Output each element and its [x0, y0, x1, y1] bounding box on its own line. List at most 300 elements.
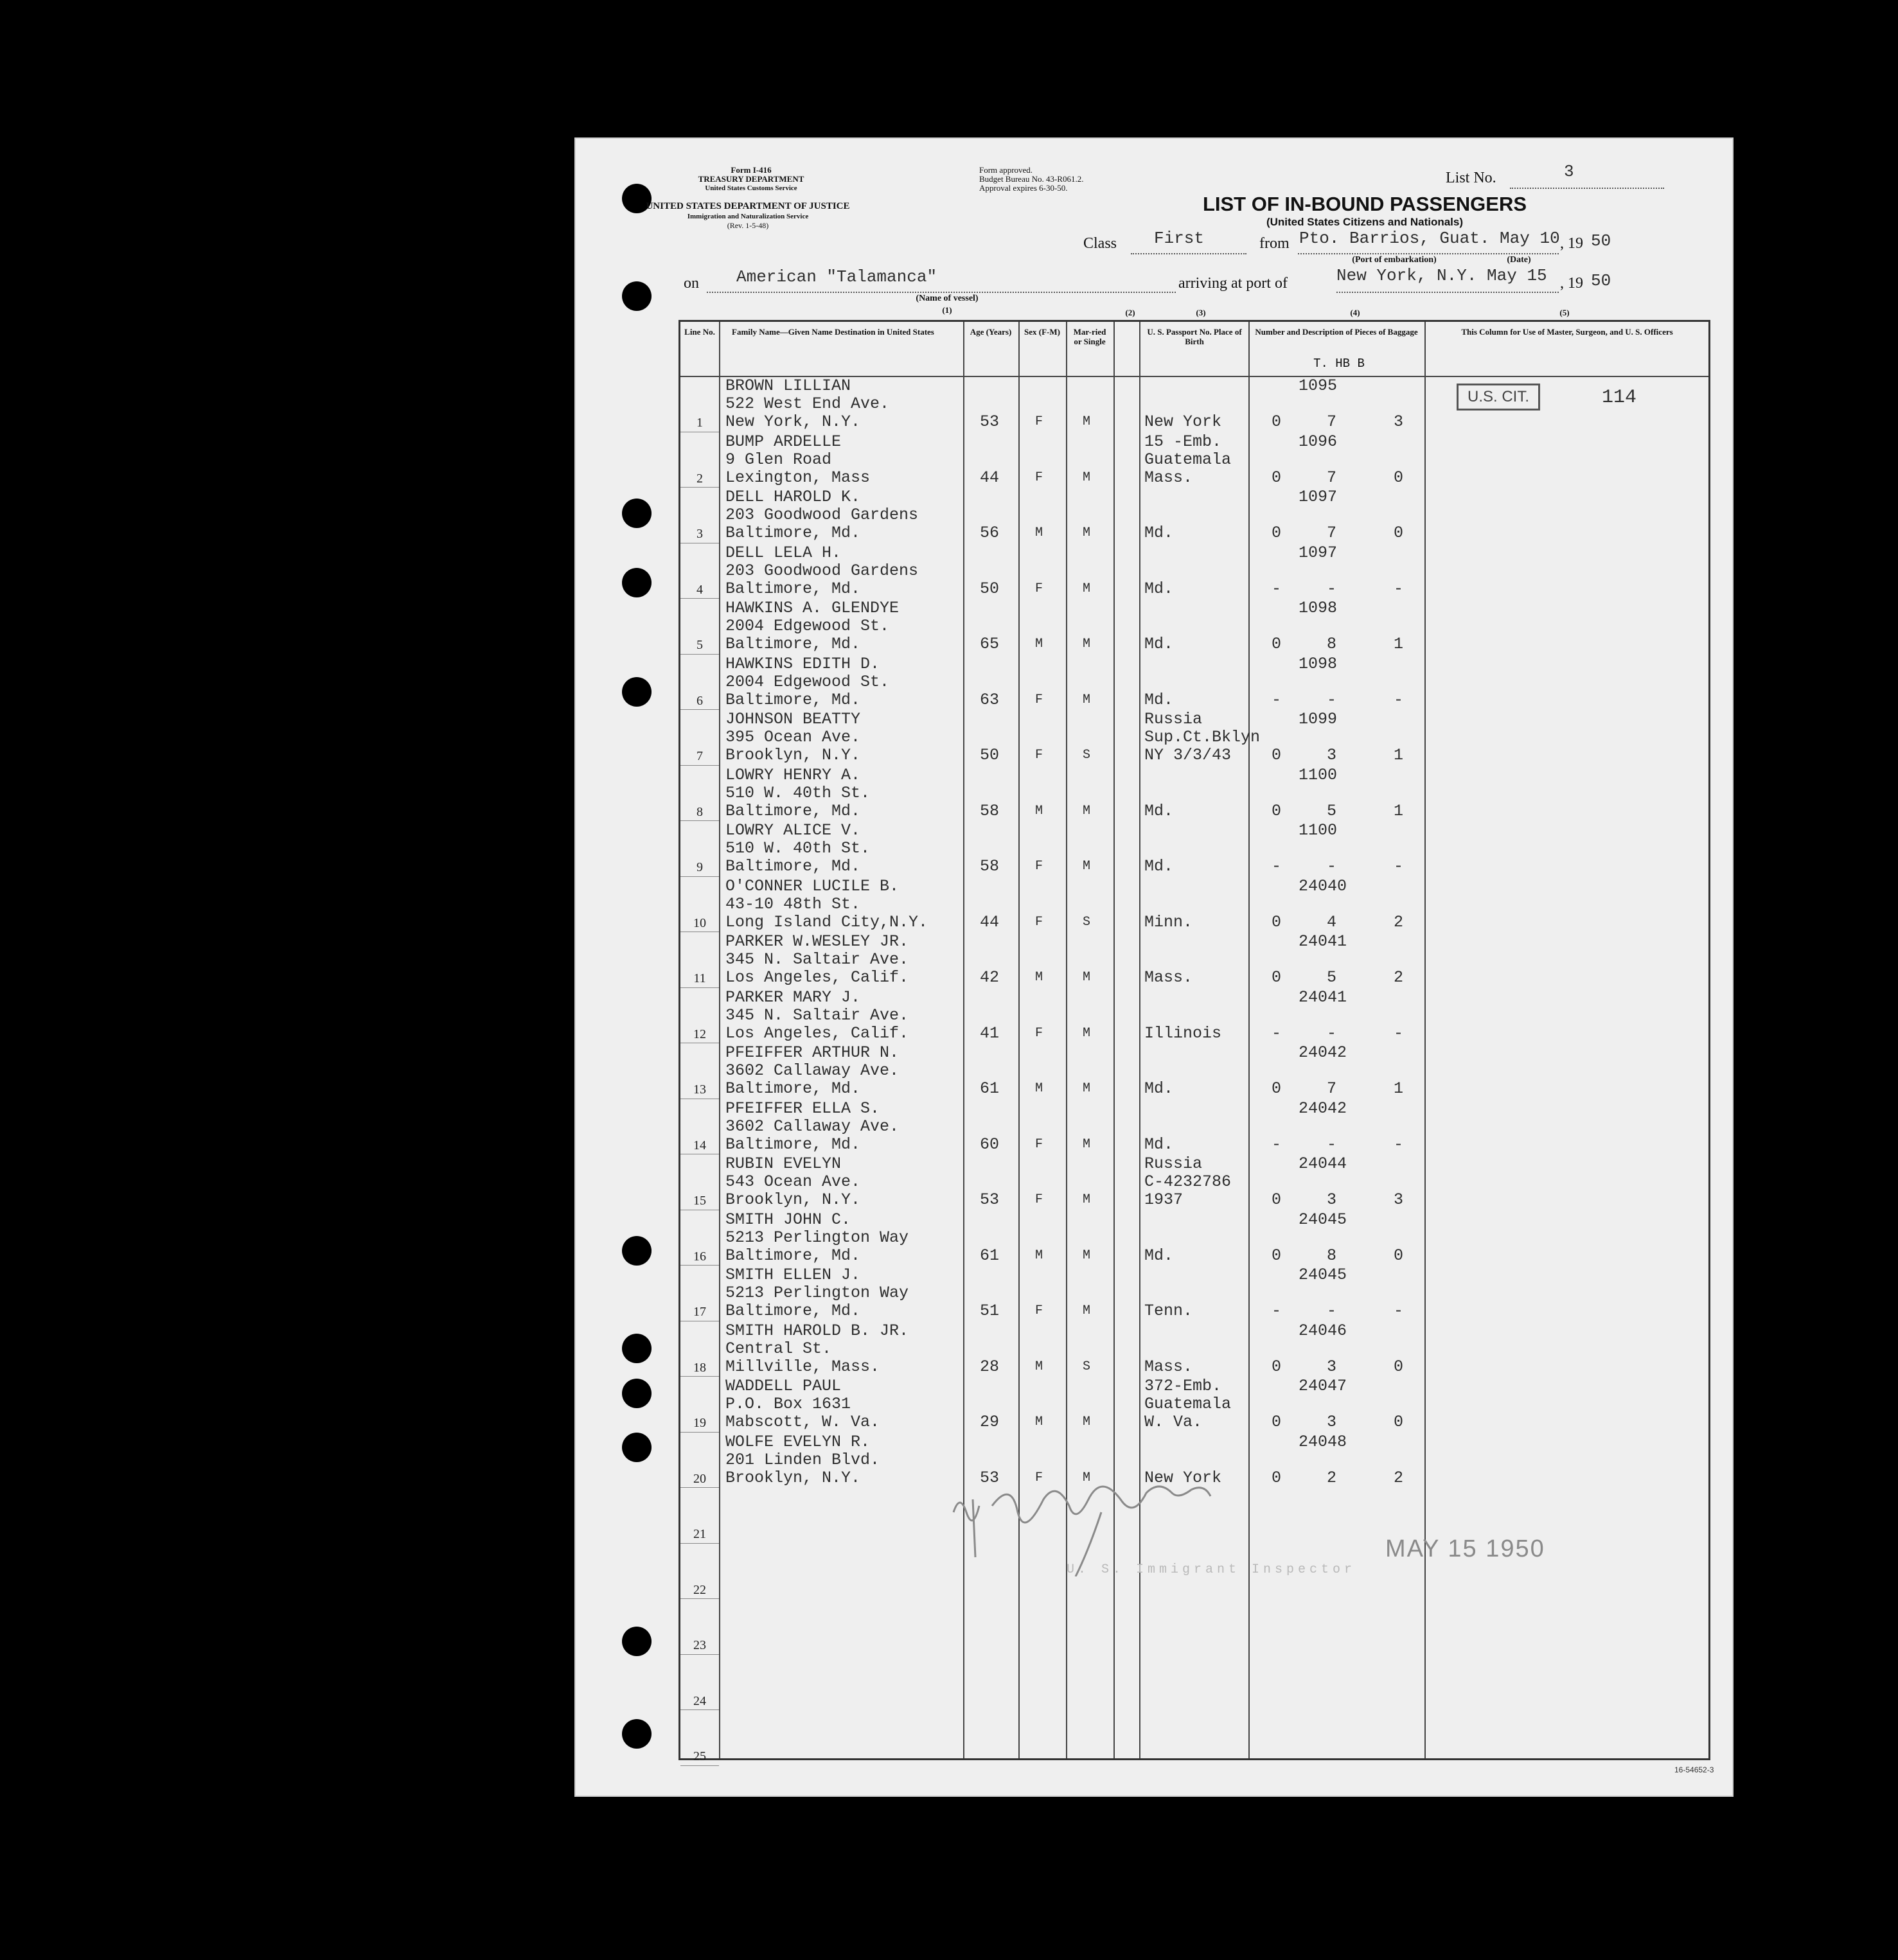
passenger-name: SMITH HAROLD B. JR.	[725, 1321, 909, 1340]
baggage-number: 1098	[1299, 599, 1338, 617]
baggage-trunks: 0	[1272, 524, 1282, 542]
passenger-marital-status: M	[1083, 1470, 1091, 1485]
baggage-handbags: -	[1327, 857, 1337, 876]
passenger-name: BUMP ARDELLE	[725, 432, 842, 451]
passenger-age: 58	[980, 801, 1000, 820]
col-header-line: Line No.	[684, 327, 715, 337]
row-divider	[680, 931, 719, 932]
inspector-signature	[934, 1474, 1384, 1576]
passport-line-2: Sup.Ct.Bklyn	[1144, 728, 1261, 746]
baggage-bags: 2	[1394, 912, 1404, 931]
passenger-name: WOLFE EVELYN R.	[725, 1432, 871, 1451]
col-header-age: Age (Years)	[970, 327, 1012, 337]
binder-hole	[622, 499, 652, 528]
passenger-name: PARKER MARY J.	[725, 987, 861, 1007]
passenger-marital-status: M	[1083, 470, 1091, 485]
passport-line-1: 15 -Emb.	[1144, 432, 1222, 451]
baggage-number: 24041	[1299, 987, 1347, 1007]
from-year: 50	[1591, 231, 1611, 251]
passenger-marital-status: S	[1083, 914, 1091, 930]
place-of-birth: Md.	[1144, 579, 1174, 598]
col-header-baggage: Number and Description of Pieces of Baggage	[1255, 327, 1418, 337]
baggage-handbags: -	[1327, 1135, 1337, 1154]
row-divider	[680, 1543, 719, 1544]
passenger-address: 43-10 48th St.	[725, 894, 861, 914]
vessel-name: American "Talamanca"	[736, 267, 937, 287]
passport-line-1: Russia	[1144, 1154, 1203, 1173]
col-header-officers: This Column for Use of Master, Surgeon, and U. S. Officers	[1461, 327, 1673, 337]
baggage-handbags: -	[1327, 579, 1337, 598]
passenger-city: Baltimore, Md.	[725, 801, 861, 820]
passenger-city: Baltimore, Md.	[725, 579, 861, 598]
row-divider	[680, 987, 719, 988]
arrival-year-prefix: , 19	[1560, 275, 1583, 292]
line-number: 10	[693, 915, 706, 930]
passenger-sex: F	[1035, 470, 1043, 485]
passenger-marital-status: M	[1083, 581, 1091, 596]
passenger-age: 53	[980, 412, 1000, 431]
passenger-address: 9 Glen Road	[725, 450, 832, 469]
passenger-address: 3602 Callaway Ave.	[725, 1117, 900, 1136]
passenger-marital-status: M	[1083, 1025, 1091, 1041]
binder-hole	[622, 1379, 652, 1408]
line-number: 1	[696, 416, 703, 430]
passenger-name: PFEIFFER ARTHUR N.	[725, 1043, 900, 1062]
baggage-handbags: 3	[1327, 1413, 1337, 1431]
passenger-sex: M	[1035, 637, 1043, 651]
passenger-sex: M	[1035, 525, 1043, 540]
baggage-trunks: -	[1272, 579, 1282, 598]
baggage-trunks: 0	[1272, 1190, 1282, 1209]
passenger-address: 543 Ocean Ave.	[725, 1172, 861, 1191]
row-divider	[680, 876, 719, 877]
passenger-age: 51	[980, 1302, 1000, 1320]
baggage-number: 1099	[1299, 710, 1338, 728]
passenger-marital-status: M	[1083, 859, 1091, 874]
passenger-sex: F	[1035, 692, 1043, 707]
passenger-sex: F	[1035, 1470, 1043, 1485]
baggage-bags: 2	[1394, 968, 1404, 987]
row-divider	[680, 1487, 719, 1488]
passenger-sex: F	[1035, 414, 1043, 429]
passenger-name: LOWRY HENRY A.	[725, 765, 861, 784]
baggage-bags: 1	[1394, 801, 1404, 820]
line-number: 18	[693, 1360, 706, 1375]
baggage-bags: 1	[1394, 746, 1404, 764]
place-of-birth: Mass.	[1144, 968, 1193, 987]
line-number: 3	[696, 527, 703, 541]
on-label: on	[684, 275, 699, 292]
passenger-age: 44	[980, 912, 1000, 931]
line-number: 14	[693, 1138, 706, 1152]
line-number: 9	[696, 860, 703, 874]
place-of-birth: 1937	[1144, 1190, 1184, 1209]
passenger-marital-status: S	[1083, 748, 1091, 763]
passenger-age: 53	[980, 1190, 1000, 1209]
line-number: 23	[693, 1638, 706, 1652]
baggage-handbags: 8	[1327, 1246, 1337, 1265]
us-citizen-stamp: U.S. CIT.	[1457, 384, 1540, 411]
passenger-sex: F	[1035, 1025, 1043, 1041]
baggage-number: 1096	[1299, 432, 1338, 451]
passenger-sex: M	[1035, 1359, 1043, 1374]
passenger-age: 61	[980, 1246, 1000, 1265]
baggage-bags: 0	[1394, 1357, 1404, 1376]
row-divider	[680, 1654, 719, 1655]
line-number: 20	[693, 1471, 706, 1486]
passenger-age: 63	[980, 690, 1000, 709]
line-number: 11	[693, 971, 706, 985]
passenger-address: 203 Goodwood Gardens	[725, 506, 919, 524]
place-of-birth: Illinois	[1144, 1023, 1222, 1043]
passenger-marital-status: M	[1083, 692, 1091, 707]
passport-line-2: Guatemala	[1144, 450, 1232, 469]
baggage-handbags: 3	[1327, 746, 1337, 764]
passenger-address: 3602 Callaway Ave.	[725, 1061, 900, 1080]
passenger-city: Baltimore, Md.	[725, 1302, 861, 1320]
baggage-number: 24045	[1299, 1266, 1347, 1284]
passenger-marital-status: M	[1083, 1415, 1091, 1429]
passenger-sex: F	[1035, 859, 1043, 874]
baggage-trunks: -	[1272, 690, 1282, 709]
line-number: 15	[693, 1194, 706, 1208]
baggage-bags: -	[1394, 1023, 1404, 1043]
baggage-number: 1100	[1299, 765, 1338, 784]
baggage-bags: -	[1394, 690, 1404, 709]
column-number-2: (2)	[1125, 308, 1135, 317]
row-divider	[680, 1709, 719, 1710]
passenger-marital-status: S	[1083, 1359, 1091, 1374]
passenger-city: Brooklyn, N.Y.	[725, 1468, 861, 1487]
col-header-baggage-sub: T. HB B	[1313, 357, 1365, 371]
passenger-city: Brooklyn, N.Y.	[725, 1190, 861, 1209]
baggage-bags: 1	[1394, 1079, 1404, 1098]
baggage-trunks: -	[1272, 1302, 1282, 1320]
baggage-trunks: 0	[1272, 412, 1282, 431]
baggage-number: 1097	[1299, 488, 1338, 506]
place-of-birth: Mass.	[1144, 468, 1193, 487]
passenger-city: Mabscott, W. Va.	[725, 1413, 880, 1431]
binder-hole	[622, 1719, 652, 1749]
baggage-number: 1100	[1299, 821, 1338, 840]
passenger-marital-status: M	[1083, 525, 1091, 540]
date-caption: (Date)	[1507, 255, 1531, 265]
row-divider	[680, 1598, 719, 1599]
baggage-handbags: -	[1327, 1023, 1337, 1043]
passenger-name: DELL LELA H.	[725, 543, 842, 562]
passenger-name: SMITH ELLEN J.	[725, 1266, 861, 1284]
baggage-handbags: 5	[1327, 968, 1337, 987]
approval-line-2: Budget Bureau No. 43-R061.2.	[979, 174, 1084, 184]
page-title: LIST OF IN-BOUND PASSENGERS	[1202, 193, 1527, 215]
line-number: 16	[693, 1249, 706, 1264]
passenger-address: P.O. Box 1631	[725, 1395, 851, 1413]
line-number: 19	[693, 1416, 706, 1430]
line-number: 6	[696, 693, 703, 708]
passenger-name: BROWN LILLIAN	[725, 376, 851, 395]
baggage-number: 24045	[1299, 1210, 1347, 1229]
place-of-birth: Md.	[1144, 1135, 1174, 1154]
binder-hole	[622, 1236, 652, 1266]
passenger-age: 60	[980, 1135, 1000, 1154]
vessel-caption: (Name of vessel)	[916, 294, 979, 303]
passenger-sex: F	[1035, 1136, 1043, 1152]
passenger-sex: M	[1035, 803, 1043, 818]
department-of-justice: UNITED STATES DEPARTMENT OF JUSTICE	[646, 201, 850, 211]
baggage-trunks: 0	[1272, 1246, 1282, 1265]
from-year-prefix: , 19	[1560, 235, 1583, 252]
passenger-age: 41	[980, 1023, 1000, 1043]
passenger-address: 345 N. Saltair Ave.	[725, 1005, 909, 1025]
passenger-address: 201 Linden Blvd.	[725, 1450, 880, 1469]
baggage-number: 24042	[1299, 1099, 1347, 1118]
passenger-age: 61	[980, 1079, 1000, 1098]
baggage-handbags: 7	[1327, 468, 1337, 487]
list-no-label: List No.	[1446, 170, 1496, 186]
passenger-sex: F	[1035, 1303, 1043, 1318]
port-caption: (Port of embarkation)	[1352, 255, 1437, 265]
baggage-handbags: 5	[1327, 801, 1337, 820]
place-of-birth: Minn.	[1144, 912, 1193, 931]
baggage-trunks: 0	[1272, 912, 1282, 931]
place-of-birth: Md.	[1144, 1079, 1174, 1098]
passenger-address: 203 Goodwood Gardens	[725, 561, 919, 580]
passenger-age: 29	[980, 1413, 1000, 1431]
form-print-code: 16-54652-3	[1674, 1765, 1714, 1774]
passenger-name: SMITH JOHN C.	[725, 1210, 851, 1229]
arrival-year: 50	[1591, 271, 1611, 290]
passenger-marital-status: M	[1083, 803, 1091, 818]
passenger-age: 44	[980, 468, 1000, 487]
baggage-bags: 0	[1394, 468, 1404, 487]
passenger-name: PARKER W.WESLEY JR.	[725, 932, 909, 951]
passenger-name: HAWKINS A. GLENDYE	[725, 599, 900, 617]
baggage-trunks: 0	[1272, 968, 1282, 987]
passenger-name: DELL HAROLD K.	[725, 488, 861, 506]
baggage-bags: 2	[1394, 1468, 1404, 1487]
baggage-trunks: 0	[1272, 746, 1282, 764]
place-of-birth: Md.	[1144, 801, 1174, 820]
baggage-handbags: 3	[1327, 1190, 1337, 1209]
passenger-address: 5213 Perlington Way	[725, 1228, 909, 1247]
binder-hole	[622, 1433, 652, 1462]
passenger-age: 50	[980, 746, 1000, 764]
line-number: 22	[693, 1582, 706, 1597]
column-number-3: (3)	[1196, 308, 1206, 317]
line-number: 5	[696, 638, 703, 652]
baggage-trunks: 0	[1272, 1357, 1282, 1376]
baggage-bags: 3	[1394, 412, 1404, 431]
column-number-5: (5)	[1559, 308, 1570, 317]
approval-line-3: Approval expires 6-30-50.	[979, 183, 1068, 193]
binder-hole	[622, 281, 652, 311]
passenger-marital-status: M	[1083, 1303, 1091, 1318]
row-divider	[680, 1376, 719, 1377]
row-divider	[680, 598, 719, 599]
column-number-4: (4)	[1350, 308, 1360, 317]
passenger-address: 345 N. Saltair Ave.	[725, 950, 909, 969]
passenger-marital-status: M	[1083, 1248, 1091, 1263]
class-value: First	[1154, 229, 1205, 248]
passenger-name: WADDELL PAUL	[725, 1377, 842, 1395]
baggage-handbags: 4	[1327, 912, 1337, 931]
manifest-page	[574, 137, 1734, 1797]
passenger-age: 58	[980, 857, 1000, 876]
baggage-handbags: 7	[1327, 1079, 1337, 1098]
place-of-birth: Mass.	[1144, 1357, 1193, 1376]
revision: (Rev. 1-5-48)	[727, 221, 769, 230]
col-header-sex: Sex (F-M)	[1024, 327, 1060, 337]
baggage-bags: 0	[1394, 1246, 1404, 1265]
place-of-birth: Md.	[1144, 857, 1174, 876]
row-divider	[680, 487, 719, 488]
baggage-number: 24046	[1299, 1321, 1347, 1340]
baggage-handbags: -	[1327, 1302, 1337, 1320]
line-number: 25	[693, 1749, 706, 1763]
passenger-city: Baltimore, Md.	[725, 635, 861, 653]
arrival-date-stamp: MAY 15 1950	[1385, 1535, 1545, 1562]
row-divider	[680, 1765, 719, 1766]
passport-line-1: Russia	[1144, 710, 1203, 728]
baggage-handbags: 2	[1327, 1468, 1337, 1487]
passenger-marital-status: M	[1083, 970, 1091, 985]
arrival-port-and-date: New York, N.Y. May 15	[1336, 266, 1547, 285]
page-subtitle: (United States Citizens and Nationals)	[1266, 216, 1464, 228]
passenger-city: Los Angeles, Calif.	[725, 1023, 909, 1043]
passenger-city: Long Island City,N.Y.	[725, 912, 928, 931]
arriving-label: arriving at port of	[1178, 275, 1288, 292]
row-divider	[680, 709, 719, 710]
line-number: 4	[696, 582, 703, 597]
baggage-trunks: -	[1272, 857, 1282, 876]
place-of-birth: W. Va.	[1144, 1413, 1203, 1431]
passenger-marital-status: M	[1083, 1081, 1091, 1096]
passenger-sex: F	[1035, 581, 1043, 596]
place-of-birth: Md.	[1144, 524, 1174, 542]
col-header-name: Family Name—Given Name Destination in United States	[732, 327, 934, 337]
passenger-address: 510 W. 40th St.	[725, 783, 871, 802]
baggage-bags: -	[1394, 579, 1404, 598]
line-number: 7	[696, 749, 703, 763]
passenger-city: Los Angeles, Calif.	[725, 968, 909, 987]
binder-hole	[622, 568, 652, 597]
passenger-sex: M	[1035, 970, 1043, 985]
binder-hole	[622, 677, 652, 707]
customs-service: United States Customs Service	[705, 184, 797, 192]
baggage-trunks: -	[1272, 1135, 1282, 1154]
place-of-birth: Tenn.	[1144, 1302, 1193, 1320]
passport-line-2: Guatemala	[1144, 1395, 1232, 1413]
baggage-handbags: 3	[1327, 1357, 1337, 1376]
baggage-trunks: 0	[1272, 801, 1282, 820]
passenger-age: 42	[980, 968, 1000, 987]
baggage-handbags: 7	[1327, 412, 1337, 431]
treasury-department: TREASURY DEPARTMENT	[698, 174, 804, 184]
passenger-name: RUBIN EVELYN	[725, 1154, 842, 1173]
baggage-number: 1098	[1299, 654, 1338, 673]
binder-hole	[622, 1334, 652, 1363]
baggage-trunks: 0	[1272, 1413, 1282, 1431]
passenger-city: New York, N.Y.	[725, 412, 861, 431]
place-of-birth: New York	[1144, 412, 1222, 431]
passenger-sex: M	[1035, 1248, 1043, 1263]
passenger-age: 50	[980, 579, 1000, 598]
passenger-address: 2004 Edgewood St.	[725, 617, 890, 635]
baggage-handbags: 8	[1327, 635, 1337, 653]
passenger-address: 395 Ocean Ave.	[725, 728, 861, 746]
passenger-city: Millville, Mass.	[725, 1357, 880, 1376]
baggage-number: 24044	[1299, 1154, 1347, 1173]
row-divider	[680, 1265, 719, 1266]
baggage-bags: 3	[1394, 1190, 1404, 1209]
passenger-address: 510 W. 40th St.	[725, 839, 871, 858]
passport-line-2: C-4232786	[1144, 1172, 1232, 1191]
row-divider	[680, 765, 719, 766]
list-no-value: 3	[1564, 162, 1574, 181]
passenger-sex: F	[1035, 748, 1043, 763]
passenger-name: O'CONNER LUCILE B.	[725, 876, 900, 896]
baggage-bags: -	[1394, 1135, 1404, 1154]
baggage-bags: -	[1394, 857, 1404, 876]
baggage-number: 24047	[1299, 1377, 1347, 1395]
passenger-marital-status: M	[1083, 414, 1091, 429]
baggage-bags: -	[1394, 1302, 1404, 1320]
place-of-birth: Md.	[1144, 690, 1174, 709]
baggage-bags: 1	[1394, 635, 1404, 653]
baggage-bags: 0	[1394, 1413, 1404, 1431]
baggage-number: 1097	[1299, 543, 1338, 562]
passenger-name: LOWRY ALICE V.	[725, 821, 861, 840]
passenger-city: Baltimore, Md.	[725, 690, 861, 709]
baggage-trunks: 0	[1272, 468, 1282, 487]
passenger-sex: F	[1035, 914, 1043, 930]
approval-line-1: Form approved.	[979, 165, 1033, 175]
passenger-name: JOHNSON BEATTY	[725, 710, 861, 728]
passenger-age: 53	[980, 1468, 1000, 1487]
passenger-city: Baltimore, Md.	[725, 857, 861, 876]
baggage-handbags: -	[1327, 690, 1337, 709]
from-label: from	[1259, 235, 1290, 252]
line-number: 17	[693, 1305, 706, 1319]
passenger-address: 522 West End Ave.	[725, 394, 890, 413]
line-number: 8	[696, 804, 703, 819]
baggage-handbags: 7	[1327, 524, 1337, 542]
place-of-birth: Md.	[1144, 635, 1174, 653]
passenger-marital-status: M	[1083, 1192, 1091, 1207]
baggage-number: 24042	[1299, 1043, 1347, 1062]
form-number: Form I-416	[731, 165, 772, 175]
baggage-trunks: 0	[1272, 635, 1282, 653]
passenger-city: Baltimore, Md.	[725, 1135, 861, 1154]
passenger-sex: M	[1035, 1415, 1043, 1429]
baggage-trunks: -	[1272, 1023, 1282, 1043]
passenger-marital-status: M	[1083, 1136, 1091, 1152]
line-number: 13	[693, 1082, 706, 1097]
embarkation-port-and-date: Pto. Barrios, Guat. May 10	[1299, 229, 1560, 248]
col-header-married: Mar-ried or Single	[1073, 327, 1106, 346]
line-number: 24	[693, 1693, 706, 1708]
passenger-name: PFEIFFER ELLA S.	[725, 1099, 880, 1118]
place-of-birth: NY 3/3/43	[1144, 746, 1232, 764]
passenger-sex: M	[1035, 1081, 1043, 1096]
passenger-name: HAWKINS EDITH D.	[725, 654, 880, 673]
passenger-sex: F	[1035, 1192, 1043, 1207]
row-divider	[680, 654, 719, 655]
passenger-age: 28	[980, 1357, 1000, 1376]
passenger-address: 5213 Perlington Way	[725, 1284, 909, 1302]
ins-service: Immigration and Naturalization Service	[687, 213, 809, 220]
passenger-address: Central St.	[725, 1339, 832, 1358]
